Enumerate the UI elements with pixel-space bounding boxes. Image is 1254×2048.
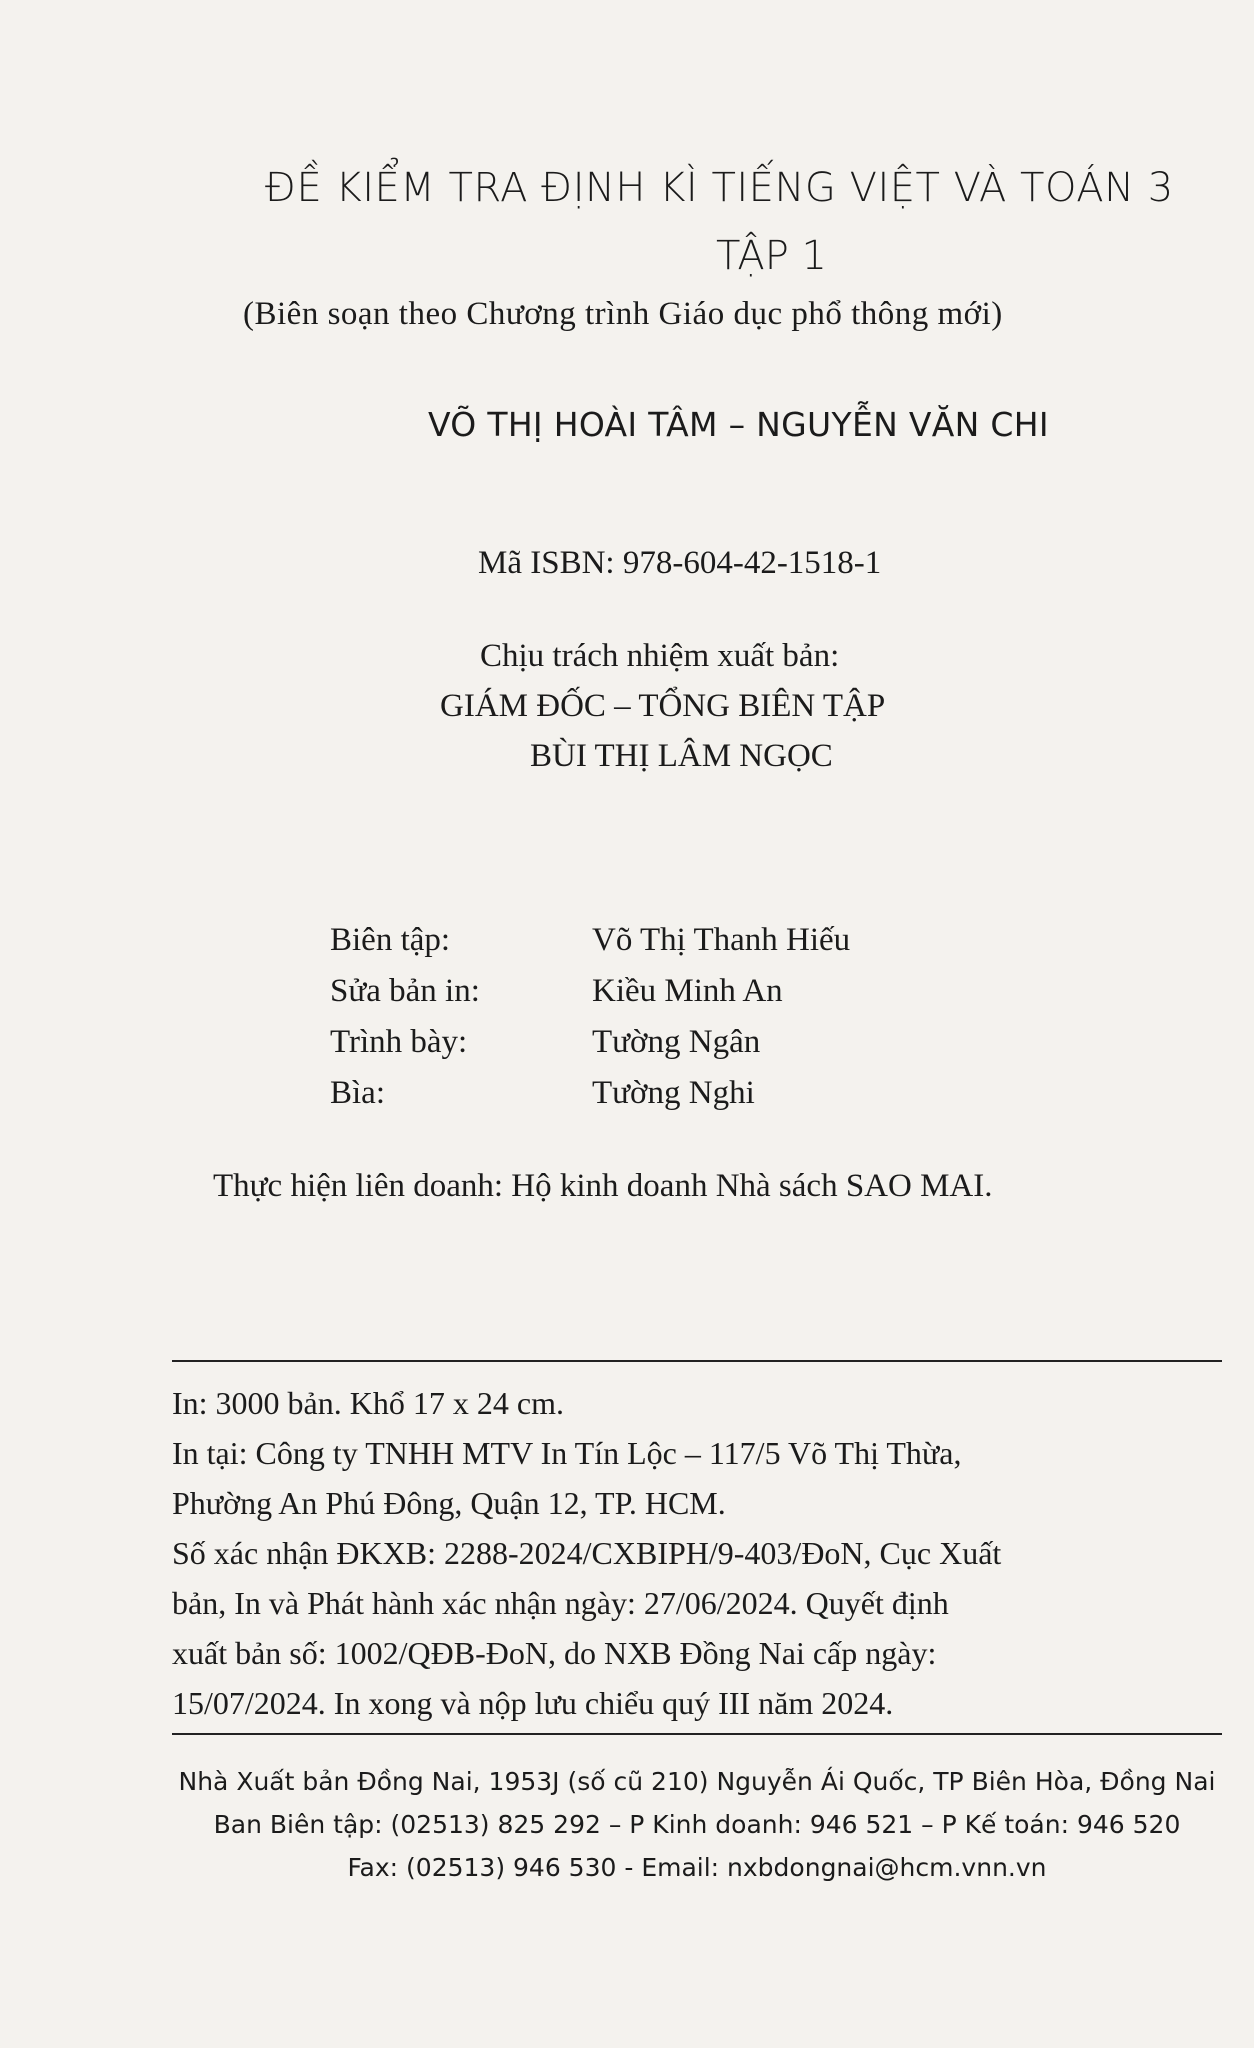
print-line: 15/07/2024. In xong và nộp lưu chiểu quý III năm 2024. [172, 1685, 894, 1721]
print-line: Số xác nhận ĐKXB: 2288-2024/CXBIPH/9-403/ĐoN, Cục Xuất [172, 1535, 1002, 1571]
publisher-address: Nhà Xuất bản Đồng Nai, 1953J (số cũ 210) Nguyễn Ái Quốc, TP Biên Hòa, Đồng Nai [178, 1767, 1216, 1796]
responsibility-name: BÙI THỊ LÂM NGỌC [530, 738, 833, 774]
credit-row [330, 1068, 850, 1119]
credit-row [330, 966, 850, 1017]
credit-role: Sửa bản in: [330, 973, 480, 1009]
book-title: ĐỀ KIỂM TRA ĐỊNH KÌ TIẾNG VIỆT VÀ TOÁN 3 [265, 165, 1174, 211]
publisher-contact: Fax: (02513) 946 530 - Email: nxbdongnai@hcm.vnn.vn [347, 1853, 1047, 1882]
publisher-phones: Ban Biên tập: (02513) 825 292 – P Kinh doanh: 946 521 – P Kế toán: 946 520 [213, 1810, 1181, 1839]
print-line: In: 3000 bản. Khổ 17 x 24 cm. [172, 1385, 564, 1421]
isbn: Mã ISBN: 978-604-42-1518-1 [478, 545, 882, 581]
credit-name: Võ Thị Thanh Hiếu [592, 922, 851, 958]
volume-label: TẬP 1 [716, 233, 827, 279]
print-line: Phường An Phú Đông, Quận 12, TP. HCM. [172, 1485, 726, 1521]
print-line: bản, In và Phát hành xác nhận ngày: 27/06/2024. Quyết định [172, 1585, 949, 1621]
credit-name: Tường Nghi [592, 1075, 755, 1111]
publisher-info [172, 1760, 1222, 1889]
joint-venture-note: Thực hiện liên doanh: Hộ kinh doanh Nhà sách SAO MAI. [213, 1168, 993, 1204]
print-line: In tại: Công ty TNHH MTV In Tín Lộc – 117/5 Võ Thị Thừa, [172, 1435, 962, 1471]
print-info [172, 1378, 1222, 1728]
credit-name: Tường Ngân [592, 1024, 761, 1060]
credit-role: Trình bày: [330, 1024, 468, 1060]
authors: VÕ THỊ HOÀI TÂM – NGUYỄN VĂN CHI [428, 405, 1049, 444]
credit-role: Bìa: [330, 1075, 385, 1111]
credit-role: Biên tập: [330, 922, 451, 958]
responsibility-label: Chịu trách nhiệm xuất bản: [480, 638, 840, 674]
book-subtitle: (Biên soạn theo Chương trình Giáo dục phổ thông mới) [243, 296, 1003, 332]
responsibility-title: GIÁM ĐỐC – TỔNG BIÊN TẬP [440, 688, 886, 724]
divider-bottom [172, 1733, 1222, 1735]
credit-row [330, 1017, 850, 1068]
credits-list [330, 915, 850, 1119]
credit-name: Kiều Minh An [592, 973, 783, 1009]
credit-row [330, 915, 850, 966]
print-line: xuất bản số: 1002/QĐB-ĐoN, do NXB Đồng Nai cấp ngày: [172, 1635, 937, 1671]
divider-top [172, 1360, 1222, 1362]
